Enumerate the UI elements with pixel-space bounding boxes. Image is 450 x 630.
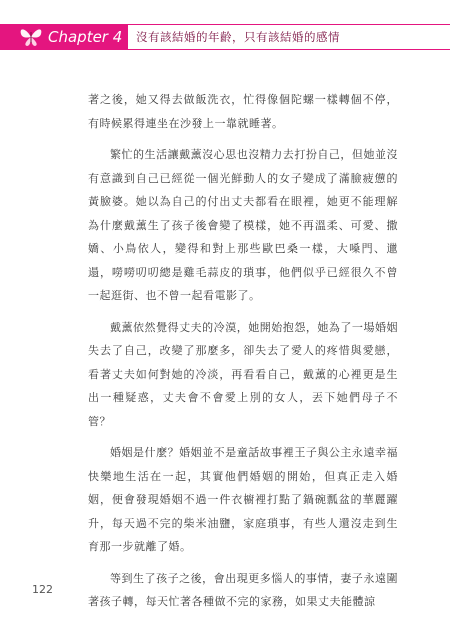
butterfly-icon <box>18 26 44 48</box>
paragraph: 著之後，她又得去做飯洗衣，忙得像個陀螺一樣轉個不停，有時候累得連坐在沙發上一靠就睡著。 <box>88 93 398 130</box>
chapter-header <box>0 24 450 50</box>
chapter-subtitle: 沒有該結婚的年齡，只有該結婚的感情 <box>136 30 340 44</box>
chapter-subtitle-bar <box>128 24 450 50</box>
paragraph: 戴薰依然覺得丈夫的冷漠，她開始抱怨，她為了一場婚姻失去了自己，改變了那麼多，卻失去了愛人的疼惜與愛戀，看著丈夫如何對她的冷淡，再看看自己，戴薰的心裡更是生出一種疑惑，丈夫會不會愛上別的女人，丟下她們母子不管？ <box>88 320 398 428</box>
page-number: 122 <box>32 583 53 596</box>
paragraph: 繁忙的生活讓戴薰沒心思也沒精力去打扮自己，但她並沒有意識到自己已經從一個光鮮動人的女子變成了滿臉疲憊的黃臉婆。她以為自己的付出丈夫都看在眼裡，她更不能理解為什麼戴薰生了孩子後會變了模樣，她不再溫柔、可愛、撒嬌、小鳥依人，變得和對上那些歐巴桑一樣，大嗓門、邋遢，嘮嘮叨叨總是雞毛蒜皮的瑣事，他們似乎已經很久不曾一起逛街、也不曾一起看電影了。 <box>88 148 398 302</box>
paragraph: 婚姻是什麼？婚姻並不是童話故事裡王子與公主永遠幸福快樂地生活在一起，其實他們婚姻的開始，但真正走入婚姻，便會發現婚姻不過一件衣櫥裡打點了鍋碗瓢盆的華麗躍升，每天過不完的柴米油鹽，家庭瑣事，有些人還沒走到生育那一步就離了婚。 <box>88 446 398 553</box>
body-text <box>88 88 398 622</box>
paragraph: 等到生了孩子之後，會出現更多惱人的事情，妻子永遠圍著孩子轉，每天忙著各種做不完的家務，如果丈夫能體諒 <box>88 571 398 608</box>
chapter-tab <box>0 24 128 50</box>
chapter-label: Chapter 4 <box>48 28 123 46</box>
